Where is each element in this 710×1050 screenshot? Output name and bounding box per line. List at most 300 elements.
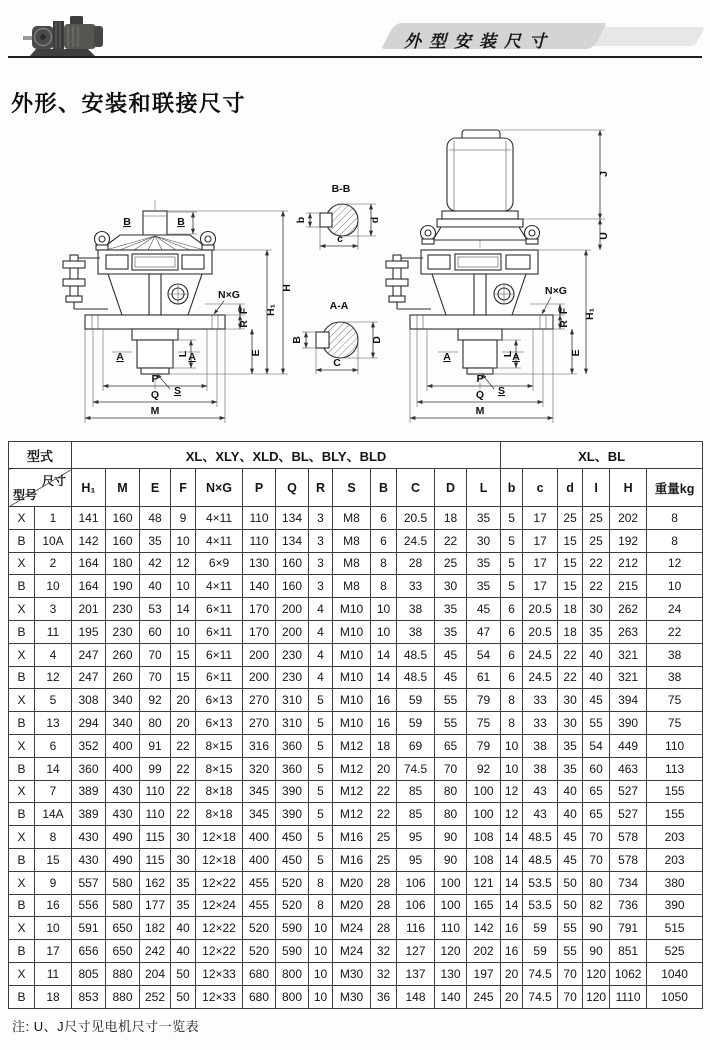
value-cell: 400: [106, 734, 140, 757]
value-cell: 59: [523, 940, 558, 963]
value-cell: 48.5: [523, 826, 558, 849]
dim-label-s: S: [498, 385, 506, 397]
value-cell: 340: [106, 712, 140, 735]
group-header-cell: XL、XLY、XLD、BL、BLY、BLD: [72, 442, 501, 469]
value-cell: 35: [140, 529, 171, 552]
value-cell: 45: [558, 848, 583, 871]
table-row: [9, 712, 703, 735]
value-cell: 16: [501, 917, 523, 940]
value-cell: 164: [72, 575, 106, 598]
value-cell: 90: [583, 940, 610, 963]
value-cell: 80: [583, 871, 610, 894]
series-cell: B: [9, 620, 35, 643]
value-cell: 578: [610, 848, 647, 871]
value-cell: 65: [583, 803, 610, 826]
value-cell: 22: [171, 803, 196, 826]
value-cell: 38: [523, 734, 558, 757]
dim-label-h1: H₁: [584, 308, 596, 320]
value-cell: 24.5: [523, 643, 558, 666]
value-cell: 45: [435, 643, 467, 666]
table-row: [9, 826, 703, 849]
value-cell: 162: [140, 871, 171, 894]
value-cell: 10: [309, 917, 333, 940]
series-cell: B: [9, 575, 35, 598]
value-cell: 12×33: [196, 985, 243, 1008]
value-cell: 202: [467, 940, 501, 963]
series-cell: B: [9, 529, 35, 552]
column-header-cell: 重量kg: [647, 469, 703, 507]
value-cell: 263: [610, 620, 647, 643]
value-cell: 22: [171, 734, 196, 757]
value-cell: 35: [435, 598, 467, 621]
value-cell: 800: [276, 962, 309, 985]
column-header-cell: B: [371, 469, 397, 507]
column-header-cell: H: [610, 469, 647, 507]
inspection-plug-icon: [168, 284, 188, 304]
value-cell: 556: [72, 894, 106, 917]
right-section-mark-a2: A: [512, 351, 520, 363]
value-cell: 40: [583, 666, 610, 689]
value-cell: 53.5: [523, 871, 558, 894]
value-cell: 38: [647, 666, 703, 689]
value-cell: 400: [243, 826, 276, 849]
value-cell: 4: [309, 620, 333, 643]
value-cell: 30: [467, 529, 501, 552]
value-cell: 12×18: [196, 848, 243, 871]
value-cell: 25: [558, 507, 583, 530]
value-cell: M10: [333, 689, 371, 712]
group-header-cell: XL、BL: [501, 442, 703, 469]
value-cell: 25: [583, 507, 610, 530]
section-aa-title: A-A: [329, 300, 349, 312]
column-header-row: [9, 469, 703, 507]
value-cell: 141: [72, 507, 106, 530]
dim-label-r: R: [238, 320, 250, 328]
size-cell: 12: [35, 666, 72, 689]
value-cell: 12: [171, 552, 196, 575]
value-cell: 5: [309, 848, 333, 871]
value-cell: 74.5: [523, 962, 558, 985]
value-cell: 6×11: [196, 643, 243, 666]
value-cell: 137: [397, 962, 435, 985]
value-cell: 121: [467, 871, 501, 894]
value-cell: 20: [371, 757, 397, 780]
value-cell: 32: [371, 962, 397, 985]
dim-label-c-cap: C: [333, 357, 341, 369]
value-cell: M16: [333, 848, 371, 871]
series-cell: B: [9, 666, 35, 689]
value-cell: 65: [583, 780, 610, 803]
value-cell: M8: [333, 575, 371, 598]
value-cell: 580: [106, 894, 140, 917]
value-cell: 134: [276, 529, 309, 552]
corner-top-label: 尺寸: [42, 474, 67, 488]
table-row: [9, 689, 703, 712]
value-cell: 60: [140, 620, 171, 643]
value-cell: 100: [435, 894, 467, 917]
dim-label-e: E: [250, 349, 262, 357]
column-header-cell: d: [558, 469, 583, 507]
value-cell: 6: [371, 529, 397, 552]
series-cell: B: [9, 848, 35, 871]
value-cell: 650: [106, 940, 140, 963]
dim-label-m: M: [475, 405, 485, 417]
value-cell: 200: [243, 643, 276, 666]
value-cell: 35: [583, 620, 610, 643]
value-cell: 35: [171, 871, 196, 894]
value-cell: 14: [371, 666, 397, 689]
dim-label-c-small: c: [337, 233, 343, 245]
value-cell: 160: [106, 529, 140, 552]
eyebolt-icon: [95, 232, 110, 251]
value-cell: 40: [558, 780, 583, 803]
value-cell: 4: [309, 598, 333, 621]
series-cell: X: [9, 598, 35, 621]
value-cell: 449: [610, 734, 647, 757]
value-cell: 520: [243, 940, 276, 963]
value-cell: 40: [558, 803, 583, 826]
value-cell: 55: [558, 940, 583, 963]
value-cell: 3: [309, 507, 333, 530]
value-cell: 252: [140, 985, 171, 1008]
value-cell: 54: [583, 734, 610, 757]
value-cell: 12×22: [196, 940, 243, 963]
dim-label-h1: H₁: [265, 304, 277, 316]
value-cell: 390: [610, 712, 647, 735]
series-cell: X: [9, 917, 35, 940]
value-cell: 12×22: [196, 871, 243, 894]
value-cell: M10: [333, 620, 371, 643]
value-cell: 160: [106, 507, 140, 530]
value-cell: 110: [243, 529, 276, 552]
column-header-cell: R: [309, 469, 333, 507]
value-cell: 15: [558, 529, 583, 552]
value-cell: 590: [276, 940, 309, 963]
value-cell: M10: [333, 598, 371, 621]
value-cell: 50: [171, 962, 196, 985]
value-cell: 20.5: [523, 620, 558, 643]
value-cell: 320: [243, 757, 276, 780]
value-cell: 35: [467, 575, 501, 598]
series-cell: X: [9, 689, 35, 712]
value-cell: 308: [72, 689, 106, 712]
value-cell: M8: [333, 529, 371, 552]
section-aa-drawing: [291, 300, 383, 374]
value-cell: 160: [276, 575, 309, 598]
value-cell: 340: [106, 689, 140, 712]
column-header-cell: N×G: [196, 469, 243, 507]
value-cell: 24.5: [397, 529, 435, 552]
table-row: [9, 803, 703, 826]
value-cell: 127: [397, 940, 435, 963]
value-cell: 80: [140, 712, 171, 735]
table-row: [9, 940, 703, 963]
value-cell: 40: [171, 917, 196, 940]
column-header-cell: H₁: [72, 469, 106, 507]
value-cell: 4: [309, 643, 333, 666]
size-cell: 10A: [35, 529, 72, 552]
value-cell: 75: [467, 712, 501, 735]
value-cell: M24: [333, 917, 371, 940]
value-cell: 200: [276, 620, 309, 643]
value-cell: 110: [140, 780, 171, 803]
value-cell: 345: [243, 780, 276, 803]
value-cell: 394: [610, 689, 647, 712]
value-cell: 390: [276, 803, 309, 826]
value-cell: 177: [140, 894, 171, 917]
value-cell: 70: [435, 757, 467, 780]
value-cell: 360: [276, 734, 309, 757]
value-cell: 360: [72, 757, 106, 780]
value-cell: 10: [309, 940, 333, 963]
value-cell: 90: [583, 917, 610, 940]
value-cell: 6: [501, 620, 523, 643]
value-cell: M10: [333, 643, 371, 666]
value-cell: 8: [501, 689, 523, 712]
table-row: [9, 848, 703, 871]
value-cell: 1040: [647, 962, 703, 985]
value-cell: 70: [583, 848, 610, 871]
value-cell: 590: [276, 917, 309, 940]
value-cell: 5: [309, 757, 333, 780]
value-cell: 60: [583, 757, 610, 780]
value-cell: 33: [397, 575, 435, 598]
ribbon-title: 外型安装尺寸: [404, 32, 554, 51]
value-cell: 14: [171, 598, 196, 621]
value-cell: 116: [397, 917, 435, 940]
size-cell: 17: [35, 940, 72, 963]
value-cell: 10: [171, 529, 196, 552]
dimension-table-body: [9, 507, 703, 1009]
value-cell: 25: [371, 848, 397, 871]
value-cell: 18: [558, 598, 583, 621]
value-cell: 4: [309, 666, 333, 689]
value-cell: 270: [243, 689, 276, 712]
value-cell: 47: [467, 620, 501, 643]
value-cell: 316: [243, 734, 276, 757]
series-cell: B: [9, 894, 35, 917]
value-cell: 6: [371, 507, 397, 530]
value-cell: 28: [371, 917, 397, 940]
value-cell: 230: [276, 643, 309, 666]
dim-label-m: M: [150, 405, 160, 417]
value-cell: 10: [171, 620, 196, 643]
value-cell: 734: [610, 871, 647, 894]
series-cell: B: [9, 803, 35, 826]
value-cell: 260: [106, 666, 140, 689]
value-cell: 455: [243, 894, 276, 917]
size-cell: 4: [35, 643, 72, 666]
value-cell: 527: [610, 803, 647, 826]
series-cell: X: [9, 871, 35, 894]
value-cell: 10: [309, 985, 333, 1008]
dim-label-u: U: [598, 232, 610, 240]
value-cell: 3: [309, 575, 333, 598]
dim-label-f: F: [558, 307, 570, 315]
column-header-cell: M: [106, 469, 140, 507]
value-cell: 5: [501, 529, 523, 552]
value-cell: 527: [610, 780, 647, 803]
value-cell: 25: [371, 826, 397, 849]
value-cell: 5: [501, 575, 523, 598]
value-cell: 14: [501, 894, 523, 917]
value-cell: 115: [140, 848, 171, 871]
value-cell: 851: [610, 940, 647, 963]
value-cell: 53.5: [523, 894, 558, 917]
value-cell: 75: [647, 712, 703, 735]
value-cell: 853: [72, 985, 106, 1008]
value-cell: 430: [72, 826, 106, 849]
value-cell: 400: [243, 848, 276, 871]
value-cell: 110: [435, 917, 467, 940]
value-cell: 106: [397, 871, 435, 894]
value-cell: 800: [276, 985, 309, 1008]
value-cell: 8×18: [196, 803, 243, 826]
value-cell: 142: [72, 529, 106, 552]
value-cell: 30: [171, 826, 196, 849]
table-row: [9, 985, 703, 1008]
value-cell: M8: [333, 552, 371, 575]
value-cell: 22: [171, 757, 196, 780]
value-cell: 6×13: [196, 689, 243, 712]
value-cell: 92: [140, 689, 171, 712]
value-cell: 18: [558, 620, 583, 643]
size-cell: 8: [35, 826, 72, 849]
value-cell: 360: [276, 757, 309, 780]
value-cell: 450: [276, 848, 309, 871]
value-cell: 9: [171, 507, 196, 530]
value-cell: 164: [72, 552, 106, 575]
left-view-drawing: [63, 200, 293, 423]
dim-label-b-small: b: [295, 216, 307, 224]
value-cell: 182: [140, 917, 171, 940]
value-cell: 805: [72, 962, 106, 985]
value-cell: 70: [558, 962, 583, 985]
dim-label-r: R: [558, 320, 570, 328]
value-cell: 50: [558, 871, 583, 894]
value-cell: 15: [558, 575, 583, 598]
series-cell: B: [9, 985, 35, 1008]
size-cell: 3: [35, 598, 72, 621]
dim-label-e: E: [570, 349, 582, 357]
value-cell: 22: [583, 575, 610, 598]
value-cell: 10: [501, 757, 523, 780]
value-cell: 43: [523, 803, 558, 826]
value-cell: 5: [309, 780, 333, 803]
value-cell: 18: [371, 734, 397, 757]
series-cell: X: [9, 643, 35, 666]
value-cell: 525: [647, 940, 703, 963]
column-header-cell: F: [171, 469, 196, 507]
value-cell: 5: [501, 507, 523, 530]
value-cell: 48: [140, 507, 171, 530]
value-cell: 100: [435, 871, 467, 894]
value-cell: 55: [435, 712, 467, 735]
value-cell: 17: [523, 507, 558, 530]
size-cell: 16: [35, 894, 72, 917]
table-row: [9, 575, 703, 598]
column-header-cell: D: [435, 469, 467, 507]
value-cell: 35: [467, 507, 501, 530]
series-cell: X: [9, 734, 35, 757]
value-cell: 4×11: [196, 575, 243, 598]
value-cell: 8: [647, 507, 703, 530]
dim-label-p: P: [476, 373, 484, 385]
value-cell: 12×22: [196, 917, 243, 940]
series-cell: X: [9, 826, 35, 849]
value-cell: 113: [647, 757, 703, 780]
value-cell: 20: [501, 985, 523, 1008]
value-cell: 79: [467, 689, 501, 712]
value-cell: 10: [371, 620, 397, 643]
size-cell: 11: [35, 962, 72, 985]
table-row: [9, 917, 703, 940]
value-cell: 12: [647, 552, 703, 575]
value-cell: 202: [610, 507, 647, 530]
size-cell: 15: [35, 848, 72, 871]
value-cell: 247: [72, 643, 106, 666]
value-cell: 106: [397, 894, 435, 917]
eyebolt-icon: [201, 232, 216, 251]
table-row: [9, 666, 703, 689]
value-cell: 8: [309, 871, 333, 894]
value-cell: 1062: [610, 962, 647, 985]
value-cell: 195: [72, 620, 106, 643]
value-cell: 14: [501, 848, 523, 871]
value-cell: 3: [309, 529, 333, 552]
column-header-cell: L: [467, 469, 501, 507]
value-cell: 22: [558, 643, 583, 666]
value-cell: 591: [72, 917, 106, 940]
value-cell: 880: [106, 962, 140, 985]
value-cell: 200: [243, 666, 276, 689]
value-cell: 140: [243, 575, 276, 598]
size-cell: 18: [35, 985, 72, 1008]
value-cell: 45: [558, 826, 583, 849]
dim-label-l: L: [177, 350, 189, 358]
series-cell: X: [9, 507, 35, 530]
section-bb-drawing: [295, 183, 381, 250]
value-cell: 130: [243, 552, 276, 575]
value-cell: 32: [371, 940, 397, 963]
value-cell: 90: [435, 826, 467, 849]
table-row: [9, 871, 703, 894]
size-cell: 7: [35, 780, 72, 803]
value-cell: 8×15: [196, 734, 243, 757]
corner-cell: [9, 469, 72, 507]
value-cell: 170: [243, 620, 276, 643]
size-cell: 2: [35, 552, 72, 575]
right-section-mark-a1: A: [443, 351, 451, 363]
header-divider: [8, 56, 702, 58]
value-cell: 650: [106, 917, 140, 940]
value-cell: 656: [72, 940, 106, 963]
value-cell: 35: [467, 552, 501, 575]
value-cell: 6×11: [196, 598, 243, 621]
value-cell: 430: [106, 780, 140, 803]
value-cell: 38: [523, 757, 558, 780]
size-cell: 6: [35, 734, 72, 757]
value-cell: 75: [647, 689, 703, 712]
value-cell: 92: [467, 757, 501, 780]
value-cell: 82: [583, 894, 610, 917]
value-cell: 33: [523, 712, 558, 735]
value-cell: 160: [276, 552, 309, 575]
value-cell: 389: [72, 780, 106, 803]
page-title: 外形、安装和联接尺寸: [11, 90, 247, 116]
value-cell: 5: [309, 712, 333, 735]
value-cell: 35: [435, 620, 467, 643]
